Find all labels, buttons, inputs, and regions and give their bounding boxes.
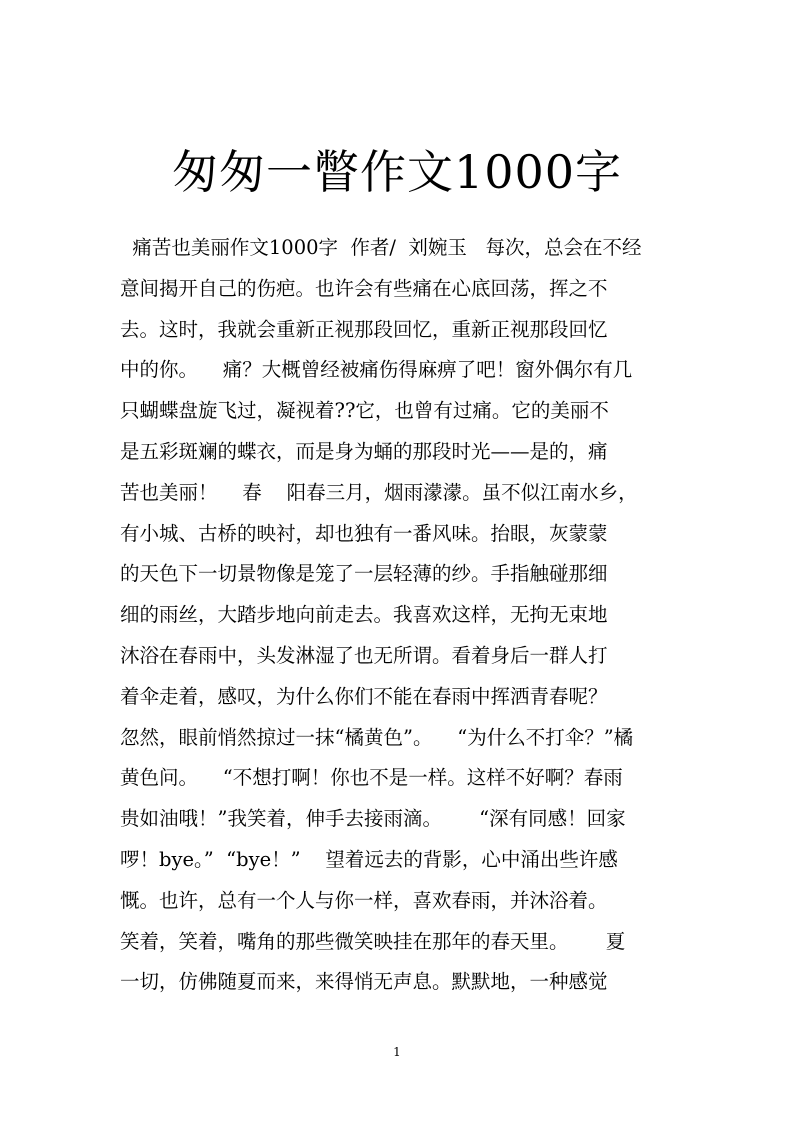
text-line: 痛苦也美丽作文1000字 作者/ 刘婉玉 每次，总会在不经 xyxy=(120,236,642,259)
body-text xyxy=(120,228,680,1003)
text-line: 啰！bye。” “bye！” 望着远去的背影，心中涌出些许感 xyxy=(120,847,618,871)
text-line: 着伞走着，感叹，为什么你们不能在春雨中挥洒青春呢？ xyxy=(120,684,608,708)
text-line: 只蝴蝶盘旋飞过，凝视着??它，也曾有过痛。它的美丽不 xyxy=(120,399,609,423)
text-line: 的天色下一切景物像是笼了一层轻薄的纱。手指触碰那细 xyxy=(120,562,608,586)
text-line: 中的你。 痛？大概曾经被痛伤得麻痹了吧！窗外偶尔有几 xyxy=(120,358,633,382)
text-line: 去。这时，我就会重新正视那段回忆，重新正视那段回忆 xyxy=(120,317,608,341)
page-number: 1 xyxy=(393,1045,401,1059)
text-line: 细的雨丝，大踏步地向前走去。我喜欢这样，无拘无束地 xyxy=(120,603,608,627)
text-line: 黄色问。 “不想打啊！你也不是一样。这样不好啊？春雨 xyxy=(120,766,623,790)
text-line: 是五彩斑斓的蝶衣，而是身为蛹的那段时光——是的，痛 xyxy=(120,439,608,463)
text-line: 贵如油哦！”我笑着，伸手去接雨滴。 “深有同感！回家 xyxy=(120,807,626,831)
text-line: 笑着，笑着，嘴角的那些微笑映挂在那年的春天里。 夏 xyxy=(120,929,626,953)
text-line: 沐浴在春雨中，头发淋湿了也无所谓。看着身后一群人打 xyxy=(120,643,608,667)
text-line: 有小城、古桥的映衬，却也独有一番风味。抬眼，灰蒙蒙 xyxy=(120,521,608,545)
text-line: 忽然，眼前悄然掠过一抹“橘黄色”。 “为什么不打伞？”橘 xyxy=(120,725,634,749)
document-title: 匆匆一瞥作文1000字 xyxy=(171,145,623,199)
text-line: 意间揭开自己的伤疤。也许会有些痛在心底回荡，挥之不 xyxy=(120,276,608,300)
text-line: 一切，仿佛随夏而来，来得悄无声息。默默地，一种感觉 xyxy=(120,970,608,994)
text-line: 苦也美丽！ 春 阳春三月，烟雨濛濛。虽不似江南水乡， xyxy=(120,480,638,504)
text-line: 慨。也许，总有一个人与你一样，喜欢春雨，并沐浴着。 xyxy=(120,888,608,912)
